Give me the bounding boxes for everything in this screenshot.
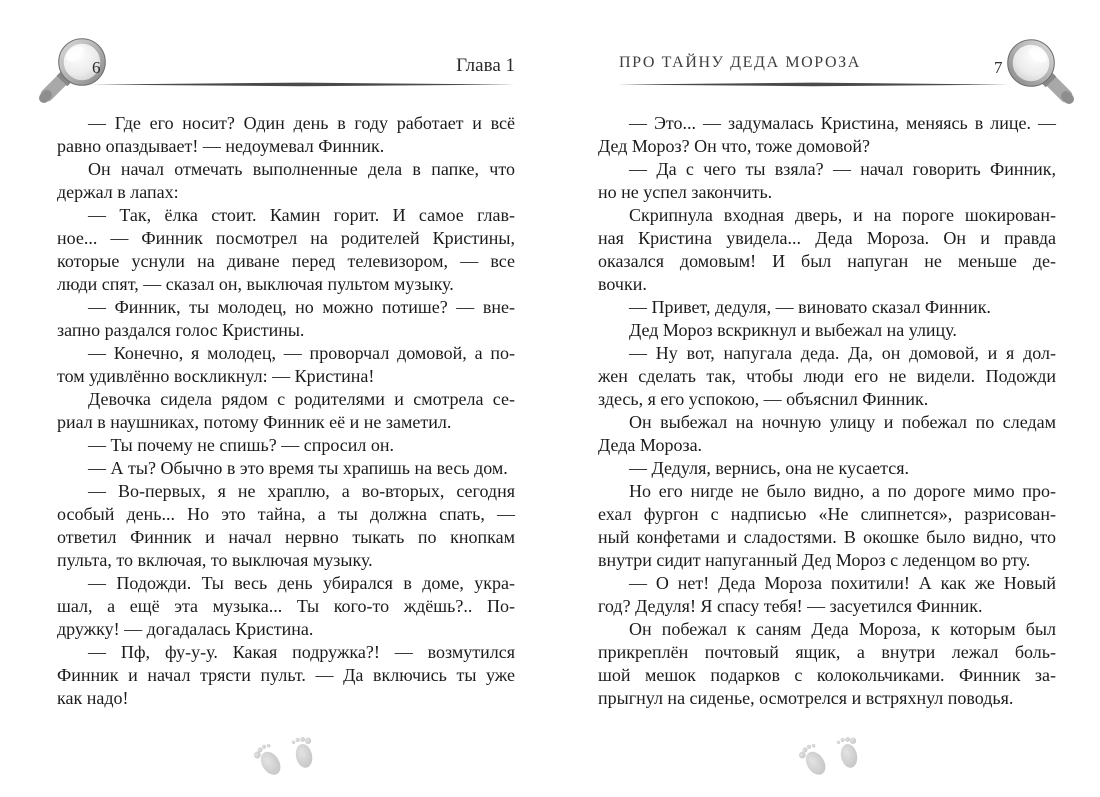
header-rule <box>617 82 1009 87</box>
text-line: том удивлённо воскликнул: — Кристина! <box>57 366 375 386</box>
text-line: — Да с чего ты взяла? — начал говорить Финник, <box>629 159 1056 179</box>
text-line: шал, а ещё эта музыка... Ты кого-то ждёшь?.. По- <box>57 596 515 616</box>
running-header: ПРО ТАЙНУ ДЕДА МОРОЗА <box>619 54 861 71</box>
text-line: ный конфетами и сладостями. В окошке было видно, что <box>598 527 1056 547</box>
text-line: — Ты почему не спишь? — спросил он. <box>88 435 395 455</box>
text-line: Он начал отмечать выполненные дела в папке, что <box>88 159 515 179</box>
text-line: — Конечно, я молодец, — проворчал домовой, а по- <box>88 343 515 363</box>
text-line: Он побежал к саням Деда Мороза, к которым был <box>629 619 1056 639</box>
text-line: пульта, то включая, то выключая музыку. <box>57 550 373 570</box>
chapter-header: Глава 1 <box>456 55 515 76</box>
text-line: — Дедуля, вернись, она не кусается. <box>629 458 910 478</box>
text-line: запно раздался голос Кристины. <box>57 320 305 340</box>
text-line: дружку! — догадалась Кристина. <box>57 619 314 639</box>
text-line: прыгнул на сиденье, осмотрелся и встряхнул поводья. <box>598 688 1014 708</box>
text-line: ная Кристина увидела... Деда Мороза. Он и правда <box>598 228 1056 248</box>
text-line: Дед Мороз? Он что, тоже домовой? <box>598 136 870 156</box>
text-line: Девочка сидела рядом с родителями и смотрела се- <box>88 389 515 409</box>
text-line: вочки. <box>598 274 647 294</box>
text-line: — Ну вот, напугала деда. Да, он домовой, и я дол- <box>629 343 1056 363</box>
magnifier-icon <box>1000 34 1080 104</box>
page-number: 6 <box>92 58 101 77</box>
text-line: здесь, я его успокою, — объяснил Финник. <box>598 389 929 409</box>
footprints-icon <box>791 732 875 778</box>
right-text-column <box>598 112 1056 710</box>
text-line: год? Дедуля! Я спасу тебя! — засуетился Финник. <box>598 596 983 616</box>
text-line: шой мешок подарков с колокольчиками. Финник за- <box>598 665 1056 685</box>
text-line: прикреплён почтовый ящик, а внутри лежал боль- <box>598 642 1056 662</box>
text-line: — Подожди. Ты весь день убирался в доме, укра- <box>88 573 515 593</box>
page-number: 7 <box>994 58 1003 77</box>
text-line: Скрипнула входная дверь, и на пороге шокирован- <box>629 205 1056 225</box>
text-line: Но его нигде не было видно, а по дороге мимо про- <box>629 481 1056 501</box>
header-rule <box>90 82 515 87</box>
text-line: риал в наушниках, потому Финник её и не заметил. <box>57 412 452 432</box>
text-line: Деда Мороза. <box>598 435 703 455</box>
text-line: — Пф, фу-у-у. Какая подружка?! — возмутился <box>88 642 515 662</box>
text-line: — Финник, ты молодец, но можно потише? — вне- <box>88 297 515 317</box>
text-line: держал в лапах: <box>57 182 179 202</box>
text-line: оказался домовым! И был напуган не меньше де- <box>598 251 1056 271</box>
text-line: — Где его носит? Один день в году работает и всё <box>88 113 515 133</box>
text-line: равно опаздывает! — недоумевал Финник. <box>57 136 385 156</box>
text-line: — Во-первых, я не храплю, а во-вторых, сегодня <box>88 481 515 501</box>
text-line: — Так, ёлка стоит. Камин горит. И самое глав- <box>88 205 515 225</box>
text-line: внутри сидит напуганный Дед Мороз с леденцом во рту. <box>598 550 1031 570</box>
text-line: ответил Финник и начал нервно тыкать по кнопкам <box>57 527 515 547</box>
text-line: люди спят, — сказал он, выключая пультом музыку. <box>57 274 454 294</box>
text-line: Финник и начал трясти пульт. — Да включись ты уже <box>57 665 515 685</box>
text-line: — Это... — задумалась Кристина, меняясь в лице. — <box>629 113 1056 133</box>
text-line: Дед Мороз вскрикнул и выбежал на улицу. <box>629 320 957 340</box>
text-line: — О нет! Деда Мороза похитили! А как же Новый <box>629 573 1056 593</box>
text-line: Он выбежал на ночную улицу и побежал по следам <box>629 412 1056 432</box>
text-line: которые уснули на диване перед телевизором, — все <box>57 251 515 271</box>
text-line: жен сделать так, чтобы люди его не видели. Подожди <box>598 366 1056 386</box>
text-line: как надо! <box>57 688 129 708</box>
text-line: но не успел закончить. <box>598 182 773 202</box>
footprints-icon <box>246 732 330 778</box>
text-line: — А ты? Обычно в это время ты храпишь на весь дом. <box>88 458 508 478</box>
text-line: ное... — Финник посмотрел на родителей Кристины, <box>57 228 515 248</box>
text-line: ехал фургон с надписью «Не слипнется», разрисован- <box>598 504 1056 524</box>
left-text-column <box>57 112 515 710</box>
text-line: — Привет, дедуля, — виновато сказал Финник. <box>629 297 991 317</box>
text-line: особый день... Но это тайна, а ты должна спать, — <box>57 504 515 524</box>
